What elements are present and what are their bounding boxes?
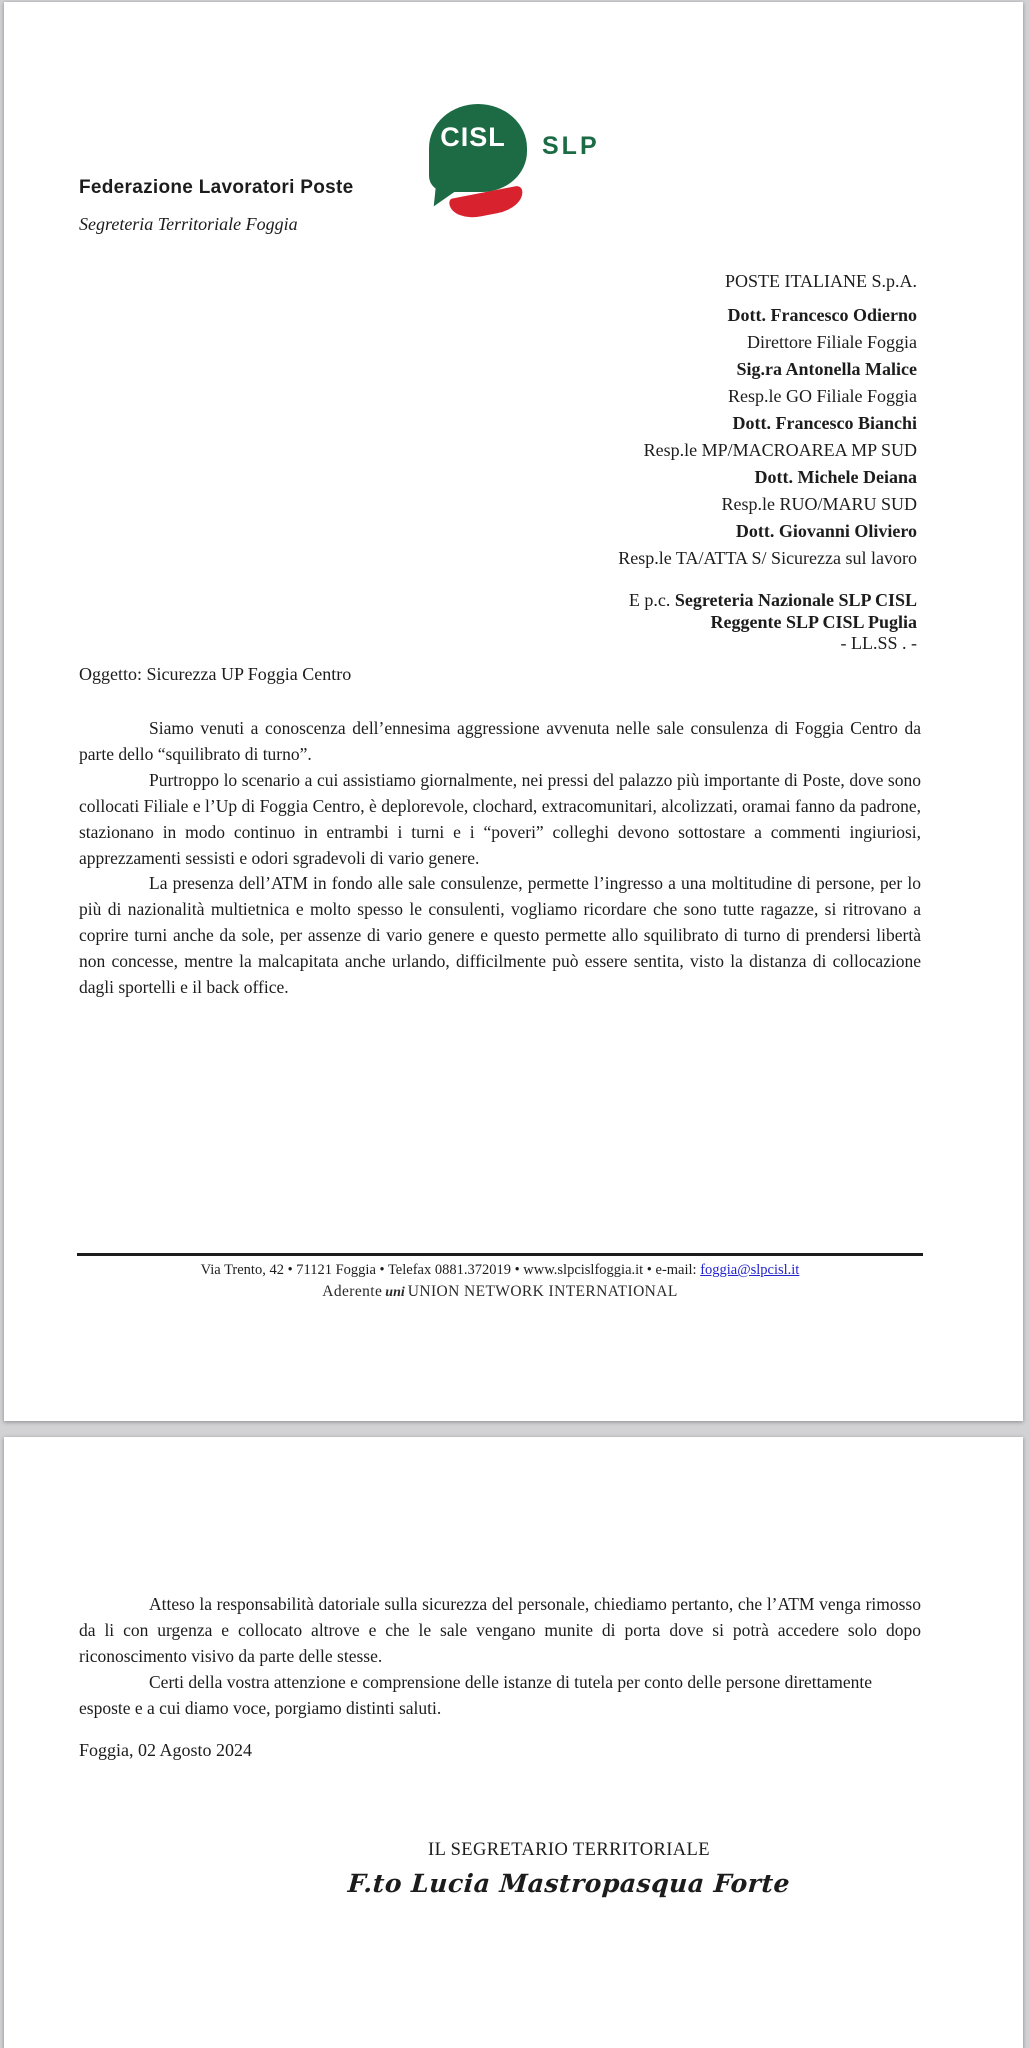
cisl-logo-text: CISL	[440, 122, 506, 152]
cc-llss: - LL.SS . -	[840, 633, 917, 653]
recipient-name: Dott. Francesco Odierno	[727, 305, 917, 325]
recipient-list	[618, 268, 917, 572]
recipient-role: Resp.le GO Filiale Foggia	[728, 386, 917, 406]
cc-block	[629, 590, 917, 655]
footer-address	[77, 1262, 923, 1279]
org-subtitle: Segreteria Territoriale Foggia	[79, 214, 298, 234]
letter-page-2	[4, 1437, 1023, 2048]
recipient-role: Resp.le RUO/MARU SUD	[721, 494, 917, 514]
org-title: Federazione Lavoratori Poste	[79, 177, 354, 198]
recipient-role: Resp.le TA/ATTA S/ Sicurezza sul lavoro	[618, 548, 917, 568]
footer-email-link[interactable]: foggia@slpcisl.it	[700, 1262, 800, 1278]
cc-national-secretariat: Segreteria Nazionale SLP CISL	[674, 590, 917, 610]
paragraph: Purtroppo lo scenario a cui assistiamo giornalmente, nei pressi del palazzo più importante di Poste, dove sono collocati Filiale e l’Up di Foggia Centro, è deplorevole, clochard, extracomunitari, alcolizzati, oramai fanno da padrone, stazionano in modo continuo in entrambi i turni e i “poveri” colleghi devono sottostare a commenti ingiuriosi, apprezzamenti sessisti e odori sgradevoli di vario genere.	[79, 769, 921, 868]
uni-script-mark: uni	[385, 1285, 405, 1300]
footer-address-text: Via Trento, 42 • 71121 Foggia • Telefax 0881.372019 • www.slpcislfoggia.it • e-mail:	[200, 1262, 701, 1278]
letter-body-page-1	[79, 716, 921, 1001]
subject-line: Oggetto: Sicurezza UP Foggia Centro	[79, 664, 352, 684]
cc-line	[629, 590, 917, 612]
footer-affiliation	[77, 1283, 923, 1301]
affiliation-prefix: Aderente	[322, 1283, 383, 1300]
recipient-name: Dott. Michele Deiana	[754, 467, 917, 487]
cc-prefix: E p.c.	[628, 590, 671, 610]
slp-wordmark: SLP	[542, 132, 600, 160]
recipient-role: Resp.le MP/MACROAREA MP SUD	[643, 440, 917, 460]
signature-block	[299, 1840, 839, 1898]
paragraph: Certi della vostra attenzione e comprensione delle istanze di tutela per conto delle persone direttamente esposte e a cui diamo voce, porgiamo distinti saluti.	[79, 1671, 873, 1718]
signature-title: IL SEGRETARIO TERRITORIALE	[428, 1840, 710, 1860]
recipient-company: POSTE ITALIANE S.p.A.	[724, 271, 917, 291]
letter-body-page-2	[79, 1592, 921, 1722]
letterhead-footer	[77, 1253, 923, 1301]
cisl-slp-logo	[424, 94, 604, 220]
affiliation-name: UNION NETWORK INTERNATIONAL	[407, 1283, 678, 1300]
date-line: Foggia, 02 Agosto 2024	[79, 1740, 253, 1760]
recipient-name: Sig.ra Antonella Malice	[736, 359, 917, 379]
cc-line	[629, 633, 917, 655]
signature-name: F.to Lucia Mastropasqua Forte	[346, 1869, 792, 1898]
cc-regional-regent: Reggente SLP CISL Puglia	[710, 611, 917, 632]
cc-line	[629, 612, 917, 634]
letter-page-1	[4, 2, 1023, 1421]
paragraph: Siamo venuti a conoscenza dell’ennesima aggressione avvenuta nelle sale consulenza di Foggia Centro da parte dello “squilibrato di turno”.	[79, 718, 921, 764]
paragraph: Atteso la responsabilità datoriale sulla sicurezza del personale, chiediamo pertanto, che l’ATM venga rimosso da li con urgenza e collocato altrove e che le sale vengano munite di porta dove si potrà accedere solo dopo riconoscimento visivo da parte delle stesse.	[79, 1594, 921, 1666]
recipient-role: Direttore Filiale Foggia	[747, 332, 917, 352]
recipient-name: Dott. Giovanni Oliviero	[735, 521, 917, 541]
paragraph: La presenza dell’ATM in fondo alle sale consulenze, permette l’ingresso a una moltitudine di persone, per lo più di nazionalità multietnica e molto spesso le consulenti, vogliamo ricordare che sono tutte ragazze, si ritrovano a coprire turni anche da sole, per assenze di vario genere e questo permette allo squilibrato di turno di prendersi libertà non concesse, mentre la malcapitata anche urlando, difficilmente può essere sentita, visto la distanza di collocazione dagli sportelli e il back office.	[79, 873, 921, 998]
recipient-name: Dott. Francesco Bianchi	[732, 413, 917, 433]
